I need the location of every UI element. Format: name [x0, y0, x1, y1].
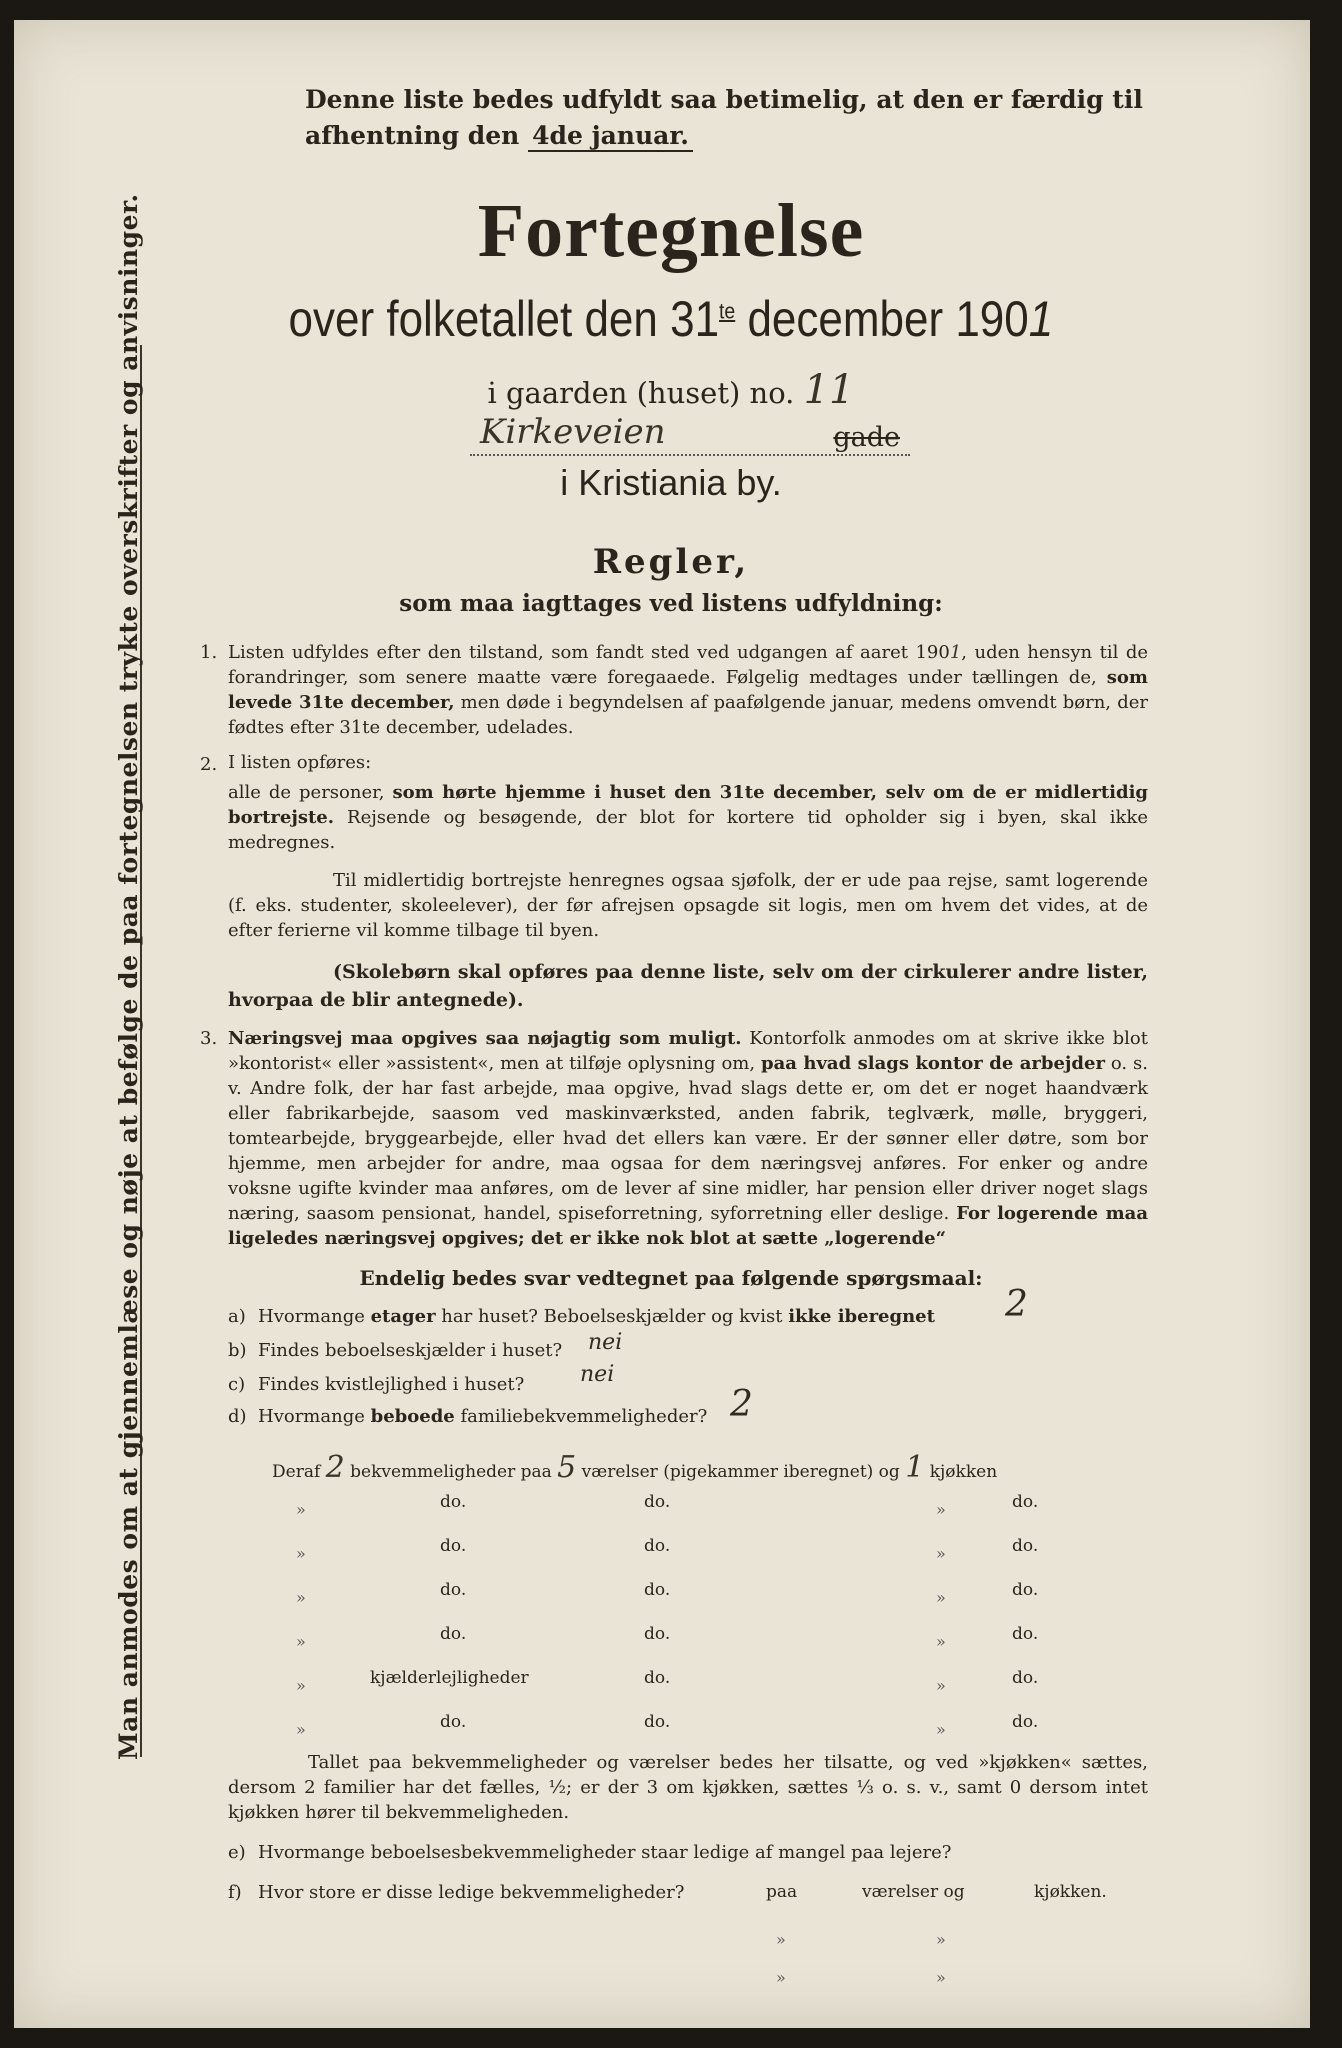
form-text: Kirkeveien: [480, 412, 666, 452]
form-text: c): [228, 1374, 246, 1395]
form-text: ikke iberegnet: [788, 1306, 935, 1327]
form-text: do.: [1012, 1536, 1039, 1556]
deraf-row: [272, 1450, 997, 1485]
form-text: 5: [557, 1450, 577, 1485]
form-text: b): [228, 1340, 247, 1361]
form-text: Hvormange beboelsesbekvemmeligheder staar ledige af mangel paa lejere?: [258, 1842, 952, 1863]
ditto-mark: »: [936, 1588, 946, 1607]
ditto-mark: »: [776, 1968, 786, 1987]
question-f: [228, 1882, 684, 1903]
form-text: o. s. v. Andre folk, der har fast arbejde, maa opgive, hvad slags dette er, om det er noget haandværk eller fabrikarbejde, saasom ved maskinværksted, anden fabrik, teglværk, mølle, bryggeri, tomtearbejde, bryggearbejde, eller hvad det ellers kan være. Er der sønner eller døtre, som bor hjemme, men arbejder for andre, maa ogsaa for dem næringsvej anføres. For enker og andre voksne ugifte kvinder maa anføres, om de lever af sine midler, har pension eller driver noget slags næring, saasom pensionat, handel, spiseforretning, syforretning eller deslige.: [228, 1053, 1148, 1224]
question-b: [228, 1340, 562, 1361]
form-text: Findes kvistlejlighed i huset?: [258, 1374, 525, 1395]
form-text: For logerende maa ligeledes næringsvej opgives; det er ikke nok blot at sætte „logerende“: [228, 1203, 1148, 1249]
rules-subheading: som maa iagttages ved listens udfyldning:: [399, 590, 943, 617]
form-text: 1: [1028, 291, 1054, 347]
form-text: beboede: [370, 1406, 455, 1427]
form-text: I listen opføres:: [228, 752, 372, 773]
rule-2: [228, 780, 1148, 855]
ditto-mark: »: [936, 1632, 946, 1651]
form-text: do.: [644, 1580, 671, 1600]
form-text: do.: [1012, 1580, 1039, 1600]
house-number-field[interactable]: 11: [803, 367, 855, 413]
form-text: alle de personer,: [228, 782, 385, 803]
form-text: Hvormange: [258, 1306, 365, 1327]
form-text: 2.: [200, 754, 218, 775]
rule-2-school-note: (Skolebørn skal opføres paa denne liste, selv om der cirkulerer andre lister, hvorpaa de blir antegnede).: [228, 961, 1148, 1011]
rule-1: [228, 640, 1148, 740]
form-text: Findes beboelseskjælder i huset?: [258, 1340, 563, 1361]
rule-2-note: Til midlertidig bortrejste henregnes ogsaa sjøfolk, der er ude paa rejse, samt logerende (f. eks. studenter, skoleelever), der før afrejsen opsagde sit logis, men om hvem det vides, at de efter ferierne vil komme tilbage til byen.: [228, 870, 1148, 941]
ditto-mark: »: [936, 1500, 946, 1519]
form-text: som hørte hjemme i huset den 31te december, selv om de er midlertidig bortrejste.: [228, 782, 1148, 828]
form-text: over folketallet den 31: [288, 291, 720, 347]
form-text: Listen udfyldes efter den tilstand, som fandt sted ved udgangen af aaret 190: [228, 642, 950, 663]
ditto-mark: »: [936, 1720, 946, 1739]
ditto-mark: »: [936, 1676, 946, 1695]
form-text: paa: [766, 1882, 798, 1902]
city-line: i Kristiania by.: [560, 462, 782, 503]
form-text: do.: [440, 1624, 467, 1644]
delivery-notice: [305, 82, 1145, 154]
street-field[interactable]: [470, 412, 910, 456]
form-text: bekvemmeligheder paa: [350, 1462, 552, 1482]
form-text: 1: [905, 1450, 925, 1485]
form-text: do.: [440, 1536, 467, 1556]
ditto-mark: »: [296, 1588, 306, 1607]
house-number-line: [0, 367, 1342, 413]
answer-d[interactable]: 2: [730, 1384, 753, 1425]
form-text: Denne liste bedes udfyldt saa betimelig, at den er færdig til: [305, 85, 1143, 114]
form-text: kjøkken.: [1034, 1882, 1107, 1902]
question-c: [228, 1374, 524, 1395]
rule-3: [228, 1026, 1148, 1251]
census-subtitle: [80, 290, 1261, 348]
ditto-mark: »: [296, 1632, 306, 1651]
form-text: d): [228, 1406, 247, 1427]
form-text: do.: [644, 1492, 671, 1512]
sidebar-instruction: Man anmodes om at gjennemlæse og nøje at befølge de paa fortegnelsen trykte overskrifter og anvisninger.: [114, 193, 143, 1760]
ditto-mark: »: [296, 1544, 306, 1563]
form-text: do.: [644, 1712, 671, 1732]
form-text: afhentning den: [305, 121, 520, 150]
deadline-date: 4de januar.: [528, 121, 693, 152]
form-text: f): [228, 1882, 242, 1903]
ditto-mark: »: [936, 1968, 946, 1987]
ditto-mark: »: [296, 1676, 306, 1695]
form-text: do.: [1012, 1492, 1039, 1512]
form-text: værelser og: [862, 1882, 965, 1902]
ditto-mark: »: [296, 1500, 306, 1519]
form-text: etager: [370, 1306, 436, 1327]
form-text: Hvor store er disse ledige bekvemmeligheder?: [258, 1882, 685, 1903]
form-text: 3.: [200, 1028, 218, 1049]
form-text: do.: [1012, 1668, 1039, 1688]
form-text: te: [719, 298, 736, 324]
form-text: do.: [440, 1492, 467, 1512]
form-text: Rejsende og besøgende, der blot for kortere tid opholder sig i byen, skal ikke medregnes.: [228, 807, 1148, 853]
form-text: , uden hensyn til de forandringer, som senere maatte være foregaaede. Følgelig medtages under tællingen de,: [228, 642, 1148, 688]
form-text: familiebekvemmeligheder?: [460, 1406, 708, 1427]
form-text: do.: [1012, 1712, 1039, 1732]
form-text: paa hvad slags kontor de arbejder: [761, 1053, 1105, 1074]
kjaelder-label: kjælderlejligheder: [370, 1668, 529, 1688]
form-text: i gaarden (huset) no.: [487, 376, 795, 410]
form-text: e): [228, 1842, 246, 1863]
ditto-mark: »: [936, 1544, 946, 1563]
tallet-note: Tallet paa bekvemmeligheder og værelser bedes her tilsatte, og ved »kjøkken« sættes, dersom 2 familier har det fælles, ½; er der 3 om kjøkken, sættes ⅓ o. s. v., samt 0 dersom intet kjøkken hører til bekvemmeligheden.: [228, 1752, 1148, 1823]
question-d: [228, 1406, 707, 1427]
form-text: december 190: [747, 291, 1029, 347]
form-text: Hvormange: [258, 1406, 365, 1427]
form-text: do.: [644, 1624, 671, 1644]
form-text: do.: [1012, 1624, 1039, 1644]
questions-intro: Endelig bedes svar vedtegnet paa følgende spørgsmaal:: [359, 1266, 983, 1290]
form-text: 1.: [200, 642, 218, 663]
form-text: do.: [644, 1536, 671, 1556]
page-title: Fortegnelse: [477, 189, 865, 273]
ditto-mark: »: [776, 1930, 786, 1949]
answer-a[interactable]: 2: [1005, 1284, 1028, 1325]
form-text: 2: [325, 1450, 345, 1485]
form-text: Deraf: [272, 1462, 321, 1482]
form-text: men døde i begyndelsen af paafølgende januar, medens omvendt børn, der fødtes efter 31te december, udelades.: [228, 692, 1148, 738]
form-text: do.: [440, 1580, 467, 1600]
form-text: Kontorfolk anmodes om at skrive ikke blot »kontorist« eller »assistent«, men at tilføje oplysning om,: [228, 1028, 1148, 1074]
form-text: gade: [833, 422, 900, 453]
question-a: [228, 1306, 935, 1327]
question-e: [228, 1842, 951, 1863]
form-text: Næringsvej maa opgives saa nøjagtig som muligt.: [228, 1028, 742, 1049]
form-text: værelser (pigekammer iberegnet) og: [581, 1462, 900, 1482]
form-text: do.: [440, 1712, 467, 1732]
form-text: som levede 31te december,: [228, 667, 1148, 713]
form-text: do.: [644, 1668, 671, 1688]
form-text: kjøkken: [929, 1462, 998, 1482]
form-text: 1: [949, 642, 962, 663]
answer-c[interactable]: nei: [580, 1362, 615, 1387]
rules-heading: Regler,: [592, 542, 750, 582]
ditto-mark: »: [936, 1930, 946, 1949]
ditto-mark: »: [296, 1720, 306, 1739]
answer-b[interactable]: nei: [588, 1330, 623, 1355]
form-text: har huset? Beboelseskjælder og kvist: [441, 1306, 783, 1327]
form-text: a): [228, 1306, 246, 1327]
